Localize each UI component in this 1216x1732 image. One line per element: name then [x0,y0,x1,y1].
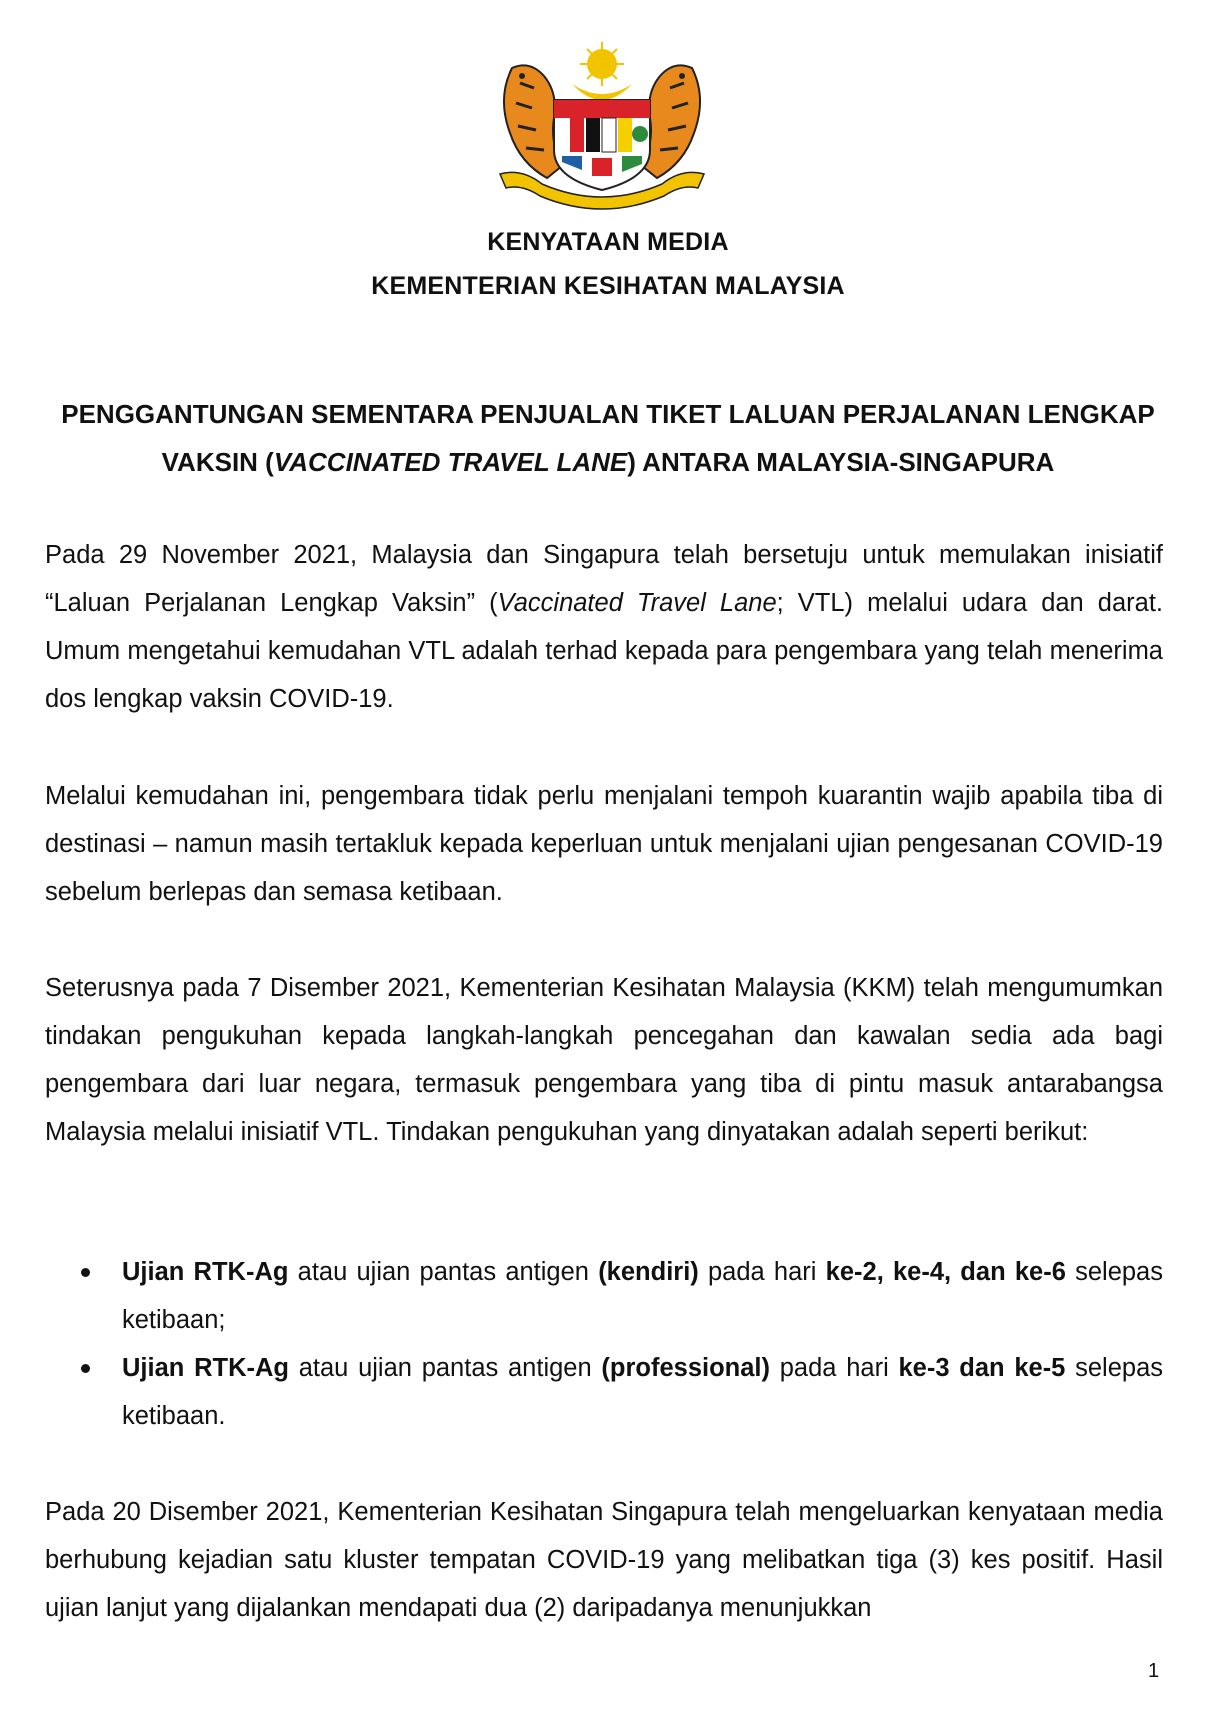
list-item-bold-3: ke-2, ke-4, dan ke-6 [825,1258,1066,1286]
document-title [44,390,1172,486]
list-item-bold-2: (kendiri) [598,1258,699,1286]
paragraph-3: Seterusnya pada 7 Disember 2021, Kementerian Kesihatan Malaysia (KKM) telah mengumumkan tindakan pengukuhan kepada langkah-langkah pencegahan dan kawalan sedia ada bagi pengembara dari luar negara, termasuk pengembara yang tiba di pintu masuk antarabangsa Malaysia melalui inisiatif VTL. Tindakan pengukuhan yang dinyatakan adalah seperti berikut: [45,974,1163,1146]
bullet-icon [81,1364,90,1373]
media-statement-label: KENYATAAN MEDIA [487,228,729,256]
emblem-shield [554,100,650,190]
paragraph-1-end: ; VTL) melalui udara dan darat. Umum mengetahui kemudahan VTL adalah terhad kepada para pengembara yang telah menerima dos lengkap vaksin COVID-19. [45,589,1163,713]
list-item [45,1344,1163,1440]
paragraph-1-italic-term: Vaccinated Travel Lane [497,589,777,617]
list-item-text-3: selepas ketibaan. [122,1354,1164,1430]
title-italic-term: VACCINATED TRAVEL LANE [273,447,628,477]
bullet-icon [81,1268,90,1277]
coat-of-arms-emblem [492,38,712,210]
list-item-bold-3: ke-3 dan ke-5 [898,1354,1066,1382]
list-item-text-3: selepas ketibaan; [122,1258,1163,1334]
list-item-bold-2: (professional) [601,1354,771,1382]
title-text-end: ) ANTARA MALAYSIA-SINGAPURA [627,447,1055,477]
title-text-start: PENGGANTUNGAN SEMENTARA PENJUALAN TIKET LALUAN PERJALANAN LENGKAP VAKSIN ( [61,399,1155,477]
list-item-text-2: pada hari [770,1354,899,1382]
paragraph-4: Pada 20 Disember 2021, Kementerian Kesihatan Singapura telah mengeluarkan kenyataan media berhubung kejadian satu kluster tempatan COVID-19 yang melibatkan tiga (3) kes positif. Hasil ujian lanjut yang dijalankan mendapati dua (2) daripadanya menunjukkan [45,1498,1163,1622]
list-item-text-2: pada hari [698,1258,826,1286]
list-item-text-1: atau ujian pantas antigen [288,1354,602,1382]
emblem-star [580,42,624,86]
measures-list [45,1248,1163,1440]
list-item-text-1: atau ujian pantas antigen [288,1258,599,1286]
emblem-crescent [572,84,632,100]
list-item-bold-1: Ujian RTK-Ag [122,1354,289,1382]
list-item-bold-1: Ujian RTK-Ag [122,1258,289,1286]
paragraph-1-start: Pada 29 November 2021, Malaysia dan Singapura telah bersetuju untuk memulakan inisiatif “Laluan Perjalanan Lengkap Vaksin” ( [45,541,1163,617]
paragraph-2: Melalui kemudahan ini, pengembara tidak perlu menjalani tempoh kuarantin wajib apabila tiba di destinasi – namun masih tertakluk kepada keperluan untuk menjalani ujian pengesanan COVID-19 sebelum berlepas dan semasa ketibaan. [45,782,1163,906]
list-item [45,1248,1163,1344]
ministry-name: KEMENTERIAN KESIHATAN MALAYSIA [371,272,845,300]
page-number: 1 [1148,1660,1160,1682]
paragraph-1 [45,531,1163,723]
